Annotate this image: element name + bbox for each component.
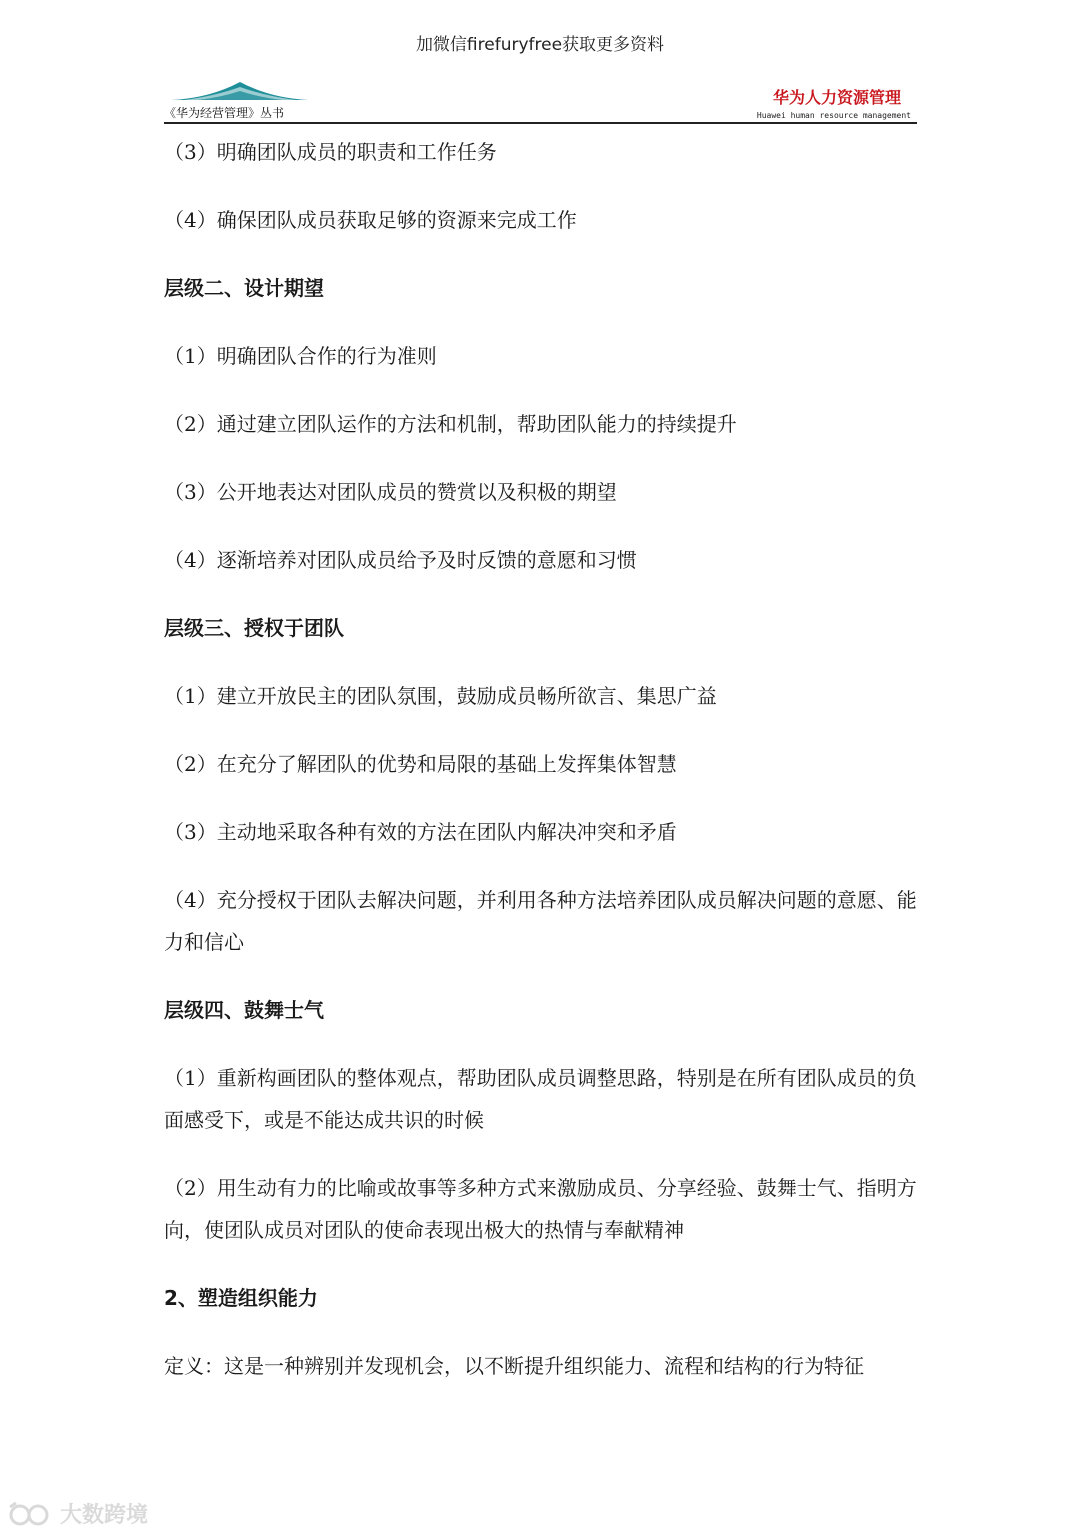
section-heading: 2、塑造组织能力 <box>164 1286 318 1310</box>
page-header <box>164 78 917 124</box>
list-item: （3）公开地表达对团队成员的赞赏以及积极的期望 <box>164 480 617 504</box>
header-rule <box>164 122 917 124</box>
list-item: （2）用生动有力的比喻或故事等多种方式来激励成员、分享经验、鼓舞士气、指明方向，使团队成员对团队的使命表现出极大的热情与奉献精神 <box>164 1176 917 1242</box>
mountain-logo-icon <box>170 78 310 102</box>
list-item: （1）明确团队合作的行为准则 <box>164 344 437 368</box>
top-note: 加微信firefuryfree获取更多资料 <box>415 35 665 55</box>
brand-title: 华为人力资源管理 <box>772 88 901 107</box>
list-item: （2）通过建立团队运作的方法和机制，帮助团队能力的持续提升 <box>164 412 737 436</box>
watermark-logo-icon <box>8 1501 54 1527</box>
section-heading: 层级三、授权于团队 <box>164 616 344 640</box>
list-item: （4）确保团队成员获取足够的资源来完成工作 <box>164 208 577 232</box>
definition-paragraph: 定义：这是一种辨别并发现机会，以不断提升组织能力、流程和结构的行为特征 <box>164 1354 864 1378</box>
watermark-text: 大数跨境 <box>60 1503 149 1528</box>
section-heading: 层级二、设计期望 <box>164 276 324 300</box>
list-item: （1）重新构画团队的整体观点，帮助团队成员调整思路，特别是在所有团队成员的负面感受下，或是不能达成共识的时候 <box>164 1066 917 1132</box>
list-item: （2）在充分了解团队的优势和局限的基础上发挥集体智慧 <box>164 752 677 776</box>
list-item: （4）充分授权于团队去解决问题，并利用各种方法培养团队成员解决问题的意愿、能力和信心 <box>164 888 917 954</box>
brand-subtitle: Huawei human resource management <box>756 111 911 120</box>
watermark <box>8 1498 148 1529</box>
list-item: （1）建立开放民主的团队氛围，鼓励成员畅所欲言、集思广益 <box>164 684 717 708</box>
document-body <box>164 131 917 1387</box>
section-heading: 层级四、鼓舞士气 <box>164 998 324 1022</box>
series-title: 《华为经营管理》丛书 <box>164 106 285 120</box>
list-item: （4）逐渐培养对团队成员给予及时反馈的意愿和习惯 <box>164 548 637 572</box>
list-item: （3）明确团队成员的职责和工作任务 <box>164 140 497 164</box>
list-item: （3）主动地采取各种有效的方法在团队内解决冲突和矛盾 <box>164 820 677 844</box>
